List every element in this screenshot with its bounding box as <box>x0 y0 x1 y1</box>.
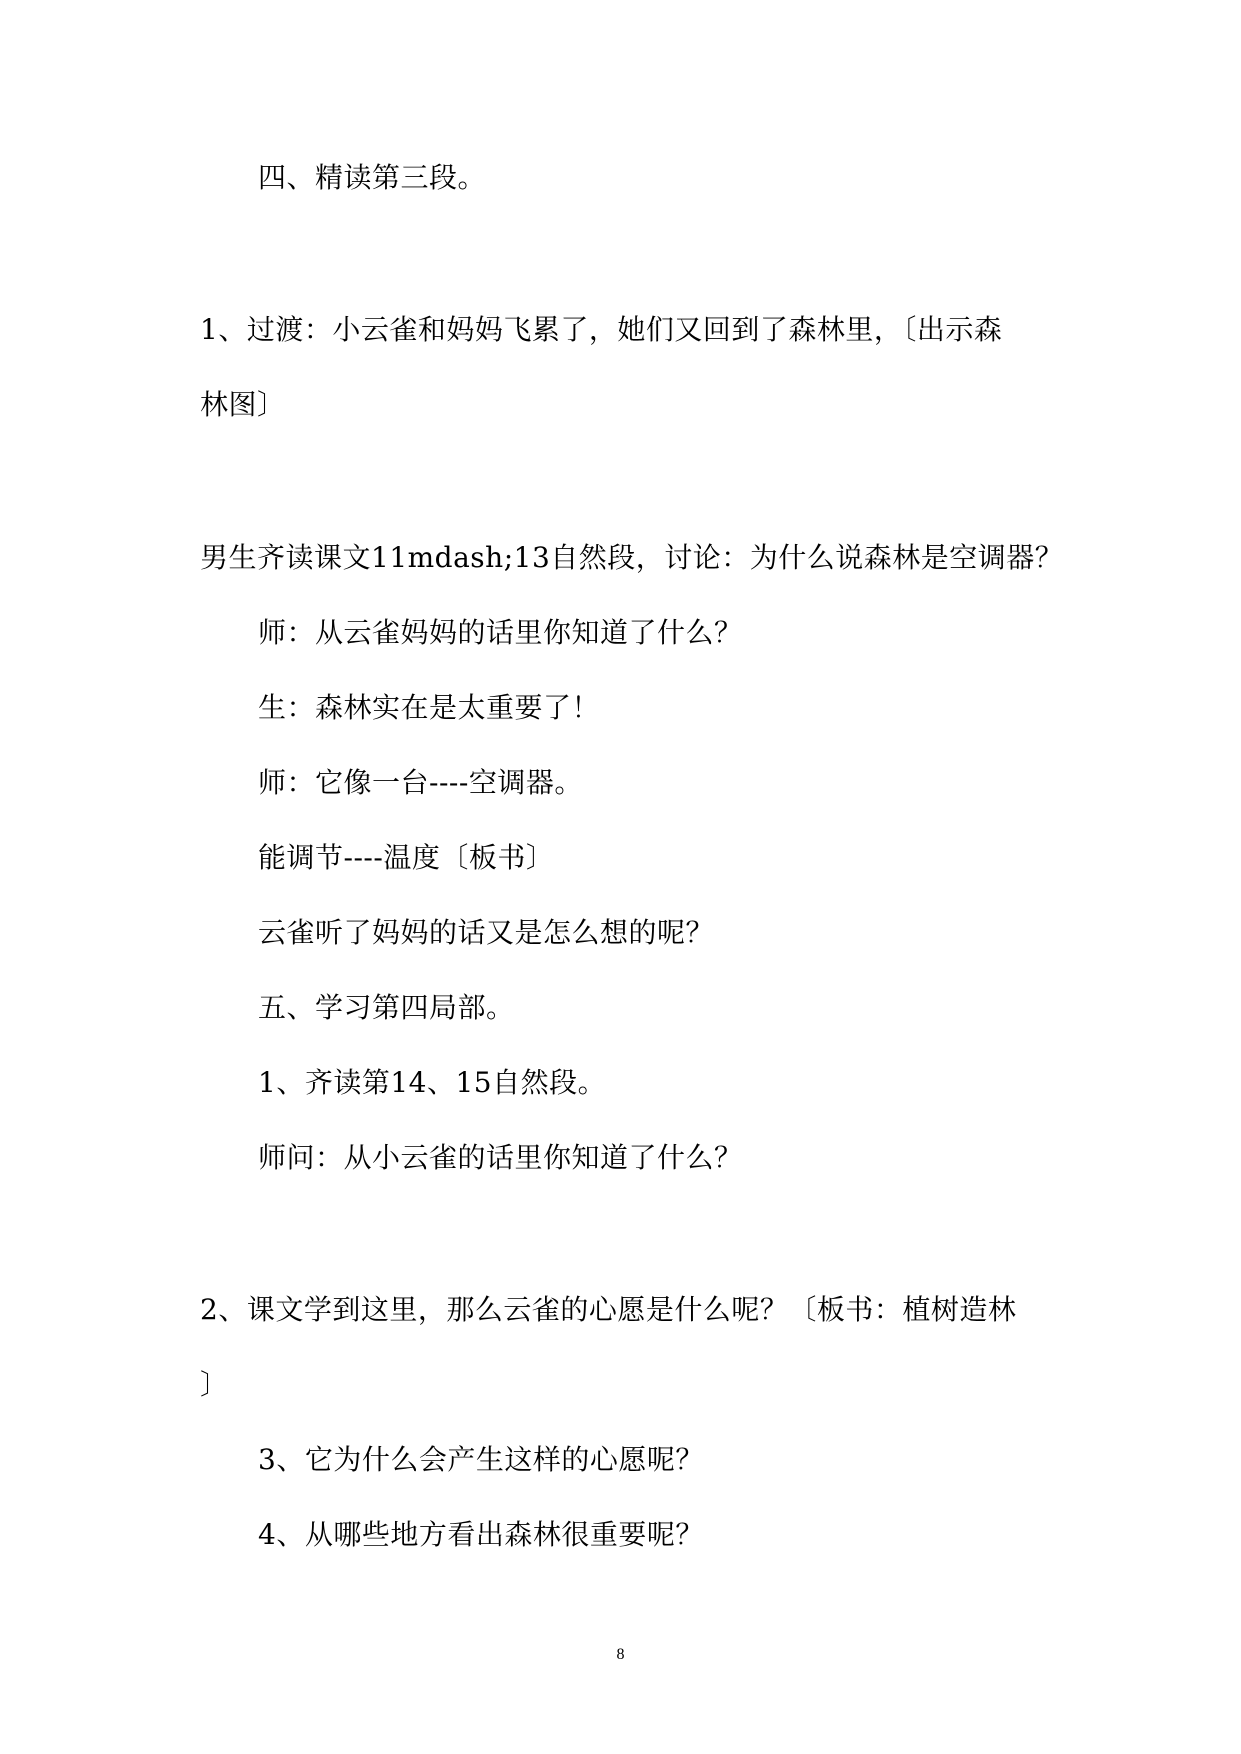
page-number: 8 <box>616 1646 625 1663</box>
paragraph-line: 2、课文学到这里，那么云雀的心愿是什么呢？〔板书：植树造林 <box>200 1293 1017 1326</box>
paragraph-line: 3、它为什么会产生这样的心愿呢？ <box>258 1443 704 1476</box>
paragraph-line: 生：森林实在是太重要了！ <box>258 691 601 724</box>
paragraph-line: 4、从哪些地方看出森林很重要呢？ <box>258 1518 704 1551</box>
paragraph-line: 师：从云雀妈妈的话里你知道了什么？ <box>258 616 743 649</box>
paragraph-line: 能调节----温度〔板书〕 <box>258 841 555 874</box>
paragraph-line: 师：它像一台----空调器。 <box>258 766 583 799</box>
paragraph-line: 1、过渡：小云雀和妈妈飞累了，她们又回到了森林里，〔出示森 <box>200 313 1003 346</box>
paragraph-line: 〕 <box>200 1368 229 1401</box>
section-heading-5: 五、学习第四局部。 <box>258 991 515 1024</box>
paragraph-line: 1、齐读第14、15自然段。 <box>258 1066 607 1099</box>
paragraph-line: 男生齐读课文11mdash;13自然段，讨论：为什么说森林是空调器？ <box>200 541 1064 574</box>
paragraph-line: 师问：从小云雀的话里你知道了什么？ <box>258 1141 743 1174</box>
paragraph-line: 林图〕 <box>200 388 286 421</box>
section-heading-4: 四、精读第三段。 <box>258 161 487 194</box>
paragraph-line: 云雀听了妈妈的话又是怎么想的呢？ <box>258 916 715 949</box>
